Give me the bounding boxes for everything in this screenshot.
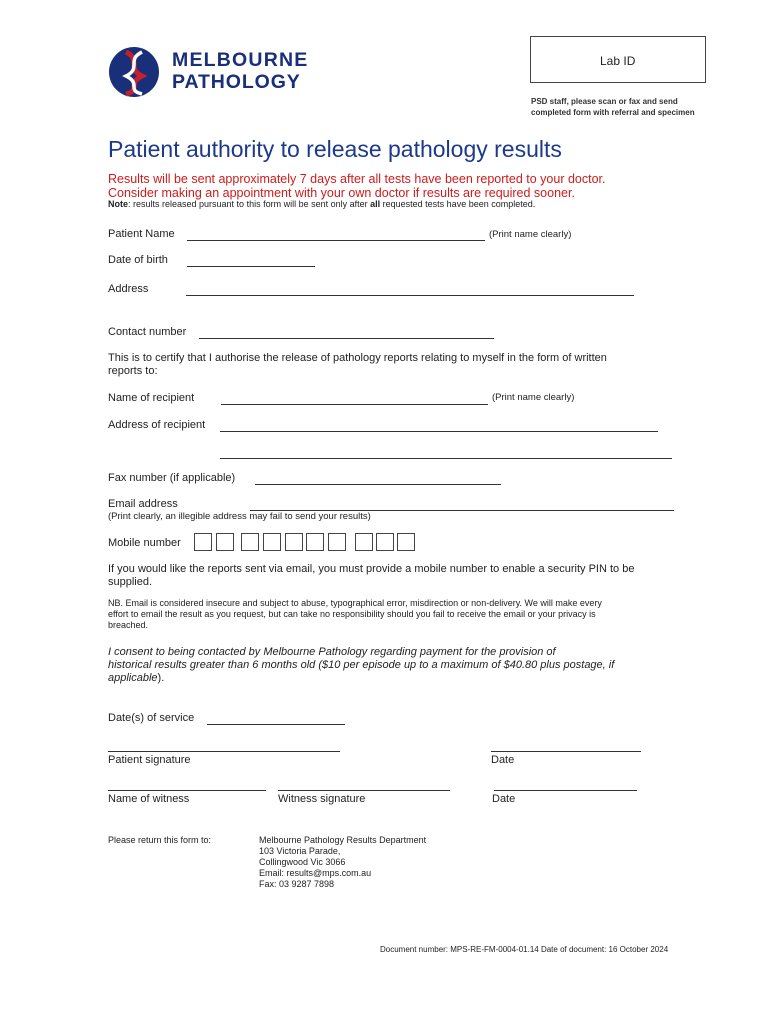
recipient-address-field-1[interactable] <box>220 431 658 432</box>
consent-line3-italic: applicable <box>108 672 158 684</box>
return-fax: Fax: 03 9287 7898 <box>259 879 335 889</box>
return-line3: Collingwood Vic 3066 <box>259 857 346 867</box>
mobile-digit-box[interactable] <box>194 533 212 551</box>
page-title: Patient authority to release pathology results <box>108 136 562 162</box>
email-address-label: Email address <box>108 498 178 510</box>
patient-date-field[interactable] <box>491 751 641 752</box>
date-of-birth-label: Date of birth <box>108 254 168 266</box>
mobile-digit-box[interactable] <box>328 533 346 551</box>
logo-text-pathology: PATHOLOGY <box>172 71 301 93</box>
note-text-b: requested tests have been completed. <box>380 199 536 209</box>
certify-line1: This is to certify that I authorise the release of pathology reports relating to myself in the form of written <box>108 352 607 364</box>
melbourne-pathology-logo-icon <box>108 46 160 98</box>
recipient-name-field[interactable] <box>221 404 488 405</box>
recipient-address-label: Address of recipient <box>108 419 206 431</box>
nb-line1: NB. Email is considered insecure and subject to abuse, typographical error, misdirection or non-delivery. We will make every <box>108 598 602 608</box>
lab-id-label: Lab ID <box>600 54 636 68</box>
mobile-digit-box[interactable] <box>376 533 394 551</box>
witness-name-label: Name of witness <box>108 793 190 805</box>
email-address-hint: (Print clearly, an illegible address may fail to send your results) <box>108 511 371 522</box>
return-label: Please return this form to: <box>108 835 212 845</box>
recipient-name-label: Name of recipient <box>108 392 195 404</box>
witness-date-label: Date <box>492 793 516 805</box>
email-info-line1: If you would like the reports sent via email, you must provide a mobile number to enable a security PIN to be <box>108 563 635 575</box>
mobile-digit-box[interactable] <box>355 533 373 551</box>
fax-number-label: Fax number (if applicable) <box>108 472 236 484</box>
patient-date-label: Date <box>491 754 515 766</box>
mobile-digit-box[interactable] <box>241 533 259 551</box>
consent-line2: historical results greater than 6 months old ($10 per episode up to a maximum of $40.80 plus postage, if <box>108 659 615 671</box>
recipient-name-hint: (Print name clearly) <box>492 392 575 403</box>
mobile-digit-box[interactable] <box>285 533 303 551</box>
psd-note-line1: PSD staff, please scan or fax and send <box>531 97 678 106</box>
psd-note-line2: completed form with referral and specimen <box>531 108 695 117</box>
document-number-footer: Document number: MPS-RE-FM-0004-01.14 Date of document: 16 October 2024 <box>380 945 669 954</box>
psd-staff-note <box>531 96 695 118</box>
patient-signature-label: Patient signature <box>108 754 191 766</box>
consent-line1: I consent to being contacted by Melbourne Pathology regarding payment for the provision of <box>108 646 556 658</box>
return-email[interactable]: Email: results@mps.com.au <box>259 868 372 878</box>
mobile-digit-box[interactable] <box>263 533 281 551</box>
mobile-digit-box[interactable] <box>306 533 324 551</box>
release-note <box>108 199 535 210</box>
return-line2: 103 Victoria Parade, <box>259 846 341 856</box>
consent-line3 <box>108 672 164 685</box>
date-of-birth-field[interactable] <box>187 266 315 267</box>
fax-number-field[interactable] <box>255 484 501 485</box>
witness-signature-label: Witness signature <box>278 793 366 805</box>
patient-name-hint: (Print name clearly) <box>489 229 572 240</box>
nb-line3: breached. <box>108 620 149 630</box>
witness-signature-field[interactable] <box>278 790 450 791</box>
logo-text-melbourne: MELBOURNE <box>172 49 309 71</box>
address-label: Address <box>108 283 149 295</box>
note-text-a: : results released pursuant to this form will be sent only after <box>128 199 371 209</box>
nb-line2: effort to email the result as you request, but can take no responsibility should you fail to receive the email or your privacy is <box>108 609 596 619</box>
certify-line2: reports to: <box>108 365 158 377</box>
patient-name-field[interactable] <box>187 240 485 241</box>
notice-line1: Results will be sent approximately 7 days after all tests have been reported to your doctor. <box>108 172 606 186</box>
mobile-number-label: Mobile number <box>108 537 181 549</box>
note-label: Note <box>108 199 128 209</box>
contact-number-label: Contact number <box>108 326 187 338</box>
return-line1: Melbourne Pathology Results Department <box>259 835 427 845</box>
mobile-digit-box[interactable] <box>397 533 415 551</box>
mobile-digit-box[interactable] <box>216 533 234 551</box>
contact-number-field[interactable] <box>199 338 494 339</box>
patient-signature-field[interactable] <box>108 751 340 752</box>
address-field[interactable] <box>186 295 634 296</box>
witness-date-field[interactable] <box>494 790 637 791</box>
notice-line2: Consider making an appointment with your own doctor if results are required sooner. <box>108 186 575 200</box>
consent-line3-end: ). <box>157 672 165 684</box>
note-bold-all: all <box>370 199 381 209</box>
dates-of-service-label: Date(s) of service <box>108 712 195 724</box>
witness-name-field[interactable] <box>108 790 266 791</box>
recipient-address-field-2[interactable] <box>220 458 672 459</box>
email-info-line2: supplied. <box>108 576 153 588</box>
patient-name-label: Patient Name <box>108 228 175 240</box>
dates-of-service-field[interactable] <box>207 724 345 725</box>
